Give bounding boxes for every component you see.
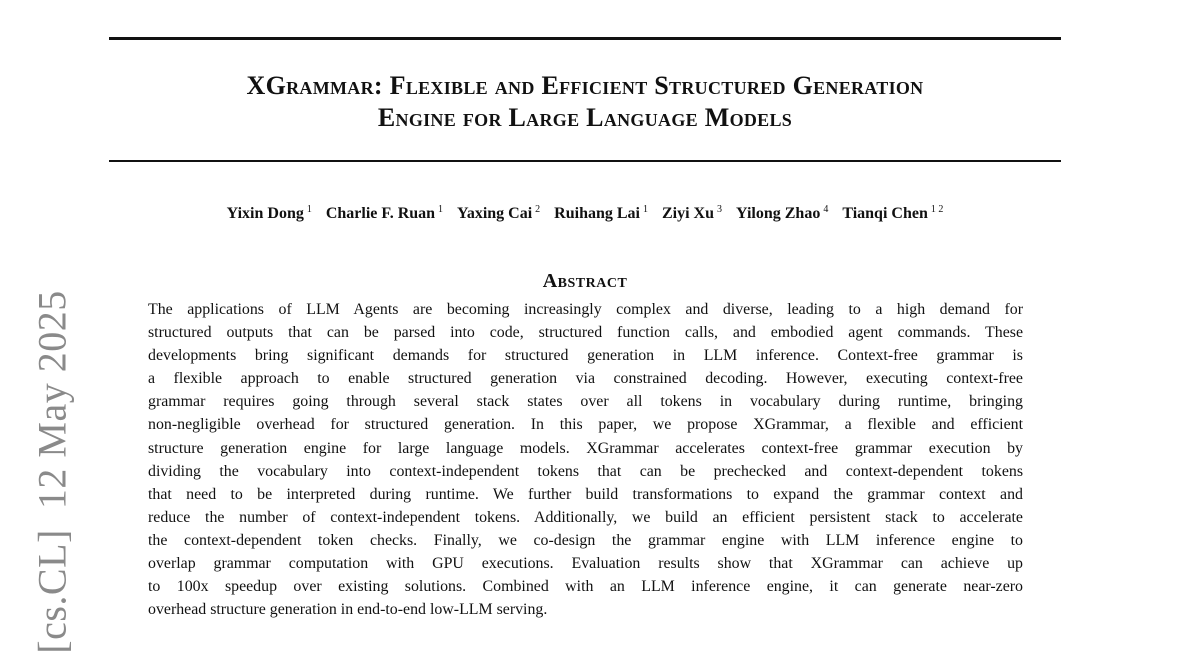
arxiv-stamp: [29, 290, 76, 653]
affiliation-mark: 1: [438, 204, 444, 215]
affiliation-mark: 1 2: [930, 204, 944, 215]
abstract-line: non-negligible overhead for structured generation. In this paper, we propose XGrammar, a flexible and efficient: [148, 416, 1023, 434]
author-list: [109, 204, 1061, 223]
abstract-line: structured outputs that can be parsed into code, structured function calls, and embodied agent commands. These: [148, 324, 1023, 342]
abstract-line: developments bring significant demands for structured generation in LLM inference. Context-free grammar is: [148, 347, 1023, 365]
abstract-heading: Abstract: [542, 270, 628, 292]
author: Yixin Dong $^1$: [226, 204, 312, 222]
abstract-line: overhead structure generation in end-to-end low-LLM serving.: [148, 601, 548, 619]
arxiv-category: [cs.CL]: [29, 529, 75, 654]
affiliation-mark: 3: [717, 204, 722, 215]
abstract-line: overlap grammar computation with GPU executions. Evaluation results show that XGrammar can achieve up: [148, 555, 1023, 573]
affiliation-mark: 1: [642, 204, 648, 215]
author: Ruihang Lai $^1$: [554, 204, 648, 222]
abstract-line: dividing the vocabulary into context-independent tokens that can be prechecked and context-dependent tokens: [148, 462, 1023, 480]
title-line-2: Engine for Large Language Models: [377, 103, 793, 132]
author: Ziyi Xu $^3$: [661, 204, 722, 222]
title-bottom-rule: [109, 160, 1061, 162]
title-line-1: XGrammar: Flexible and Efficient Structured Generation: [246, 71, 924, 100]
author: Tianqi Chen $^{1 2}$: [842, 204, 944, 222]
abstract-line: grammar requires going through several stack states over all tokens in vocabulary during runtime, bringing: [148, 393, 1023, 411]
abstract-line: to 100x speedup over existing solutions. Combined with an LLM inference engine, it can generate near-zero: [148, 578, 1023, 596]
author: Yaxing Cai $^2$: [457, 204, 541, 222]
affiliation-mark: 1: [306, 204, 312, 215]
abstract-line: that need to be interpreted during runtime. We further build transformations to expand the grammar context and: [148, 485, 1023, 503]
abstract-line: reduce the number of context-independent tokens. Additionally, we build an efficient persistent stack to accelerate: [148, 508, 1023, 526]
author: Yilong Zhao $^4$: [736, 204, 829, 222]
abstract-line: a flexible approach to enable structured generation via constrained decoding. However, executing context-free: [148, 370, 1023, 388]
arxiv-date: 12 May 2025: [29, 290, 75, 510]
abstract-line: The applications of LLM Agents are becoming increasingly complex and diverse, leading to a high demand for: [148, 301, 1023, 318]
title-top-rule: [109, 37, 1061, 40]
affiliation-mark: 2: [535, 204, 541, 215]
affiliation-mark: 4: [823, 204, 829, 215]
abstract-body: [148, 298, 1023, 621]
abstract-line: the context-dependent token checks. Finally, we co-design the grammar engine with LLM inference engine to: [148, 531, 1023, 549]
author: Charlie F. Ruan $^1$: [325, 204, 444, 222]
abstract-line: structure generation engine for large language models. XGrammar accelerates context-free grammar execution by: [148, 439, 1023, 457]
paper-title: [109, 70, 1061, 134]
